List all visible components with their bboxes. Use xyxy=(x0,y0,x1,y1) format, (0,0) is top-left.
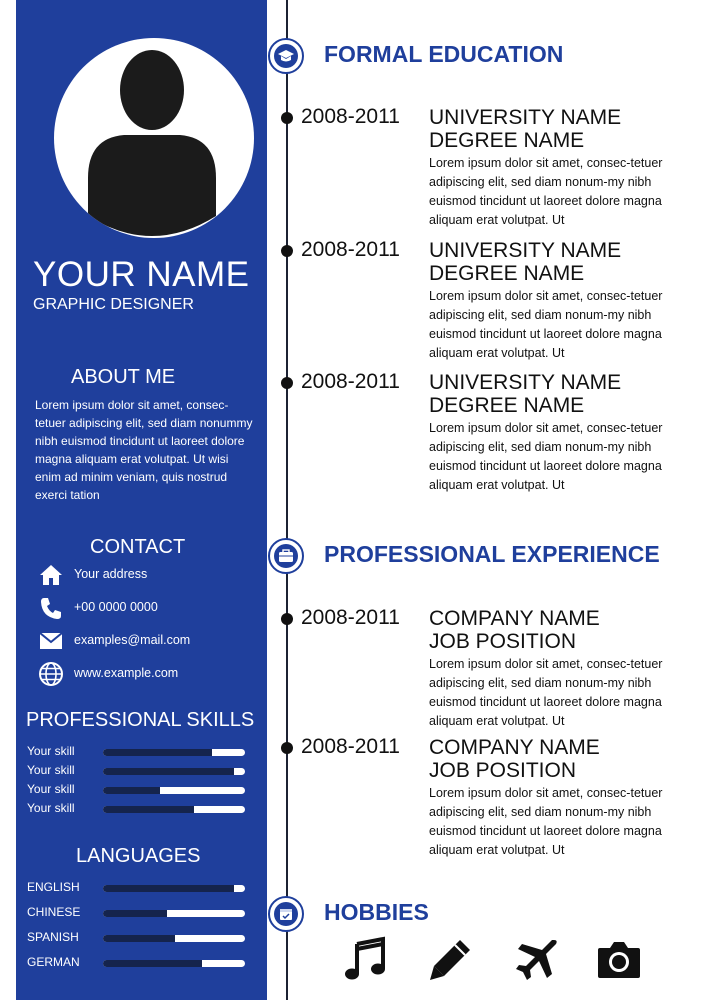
experience-heading: PROFESSIONAL EXPERIENCE xyxy=(324,541,660,567)
experience-position: JOB POSITION xyxy=(429,759,577,782)
education-years: 2008-2011 xyxy=(301,238,400,261)
skill-label: Your skill xyxy=(27,801,75,815)
timeline-dot xyxy=(281,245,293,257)
contact-phone-text: +00 0000 0000 xyxy=(74,600,158,614)
skill-level-fill xyxy=(103,749,212,756)
phone-icon xyxy=(38,595,64,621)
education-school: UNIVERSITY NAME xyxy=(429,239,622,262)
briefcase-icon xyxy=(274,544,298,568)
experience-description: Lorem ipsum dolor sit amet, consec-tetuer adipiscing elit, sed diam nonum-my nibh euismod tincidunt ut laoreet dolore magna aliquam erat volutpat. Ut xyxy=(429,657,663,728)
experience-company: COMPANY NAME xyxy=(429,607,600,630)
education-years: 2008-2011 xyxy=(301,105,400,128)
language-label: SPANISH xyxy=(27,930,79,944)
timeline-line xyxy=(286,0,288,1000)
language-label: CHINESE xyxy=(27,905,81,919)
experience-company: COMPANY NAME xyxy=(429,736,600,759)
skill-level-bar xyxy=(103,806,245,813)
language-level-fill xyxy=(103,885,234,892)
education-degree: DEGREE NAME xyxy=(429,129,585,152)
skill-level-fill xyxy=(103,787,160,794)
experience-section-icon xyxy=(268,538,304,574)
music-icon xyxy=(343,936,389,982)
profile-name: YOUR NAME xyxy=(33,255,250,294)
about-heading: ABOUT ME xyxy=(71,366,176,388)
language-level-fill xyxy=(103,960,202,967)
language-row xyxy=(16,930,267,946)
calendar-icon xyxy=(274,902,298,926)
language-level-fill xyxy=(103,910,167,917)
globe-icon xyxy=(38,661,64,687)
sidebar xyxy=(16,0,267,1000)
contact-heading: CONTACT xyxy=(90,536,186,558)
language-row xyxy=(16,880,267,896)
experience-years: 2008-2011 xyxy=(301,735,400,758)
skill-row xyxy=(16,801,267,817)
skill-row xyxy=(16,763,267,779)
language-label: ENGLISH xyxy=(27,880,80,894)
language-row xyxy=(16,955,267,971)
language-label: GERMAN xyxy=(27,955,80,969)
skill-row xyxy=(16,782,267,798)
mail-icon xyxy=(38,628,64,654)
education-school: UNIVERSITY NAME xyxy=(429,371,622,394)
experience-description: Lorem ipsum dolor sit amet, consec-tetuer adipiscing elit, sed diam nonum-my nibh euismod tincidunt ut laoreet dolore magna aliquam erat volutpat. Ut xyxy=(429,786,663,857)
skill-level-fill xyxy=(103,806,194,813)
pencil-icon xyxy=(428,936,474,982)
hobbies-heading: HOBBIES xyxy=(324,899,429,925)
skill-level-bar xyxy=(103,768,245,775)
education-section-icon xyxy=(268,38,304,74)
skill-label: Your skill xyxy=(27,763,75,777)
home-icon xyxy=(38,562,64,588)
skill-level-bar xyxy=(103,787,245,794)
skill-label: Your skill xyxy=(27,744,75,758)
language-level-bar xyxy=(103,960,245,967)
contact-website-text: www.example.com xyxy=(74,666,179,680)
skill-label: Your skill xyxy=(27,782,75,796)
camera-icon xyxy=(596,936,642,982)
language-level-bar xyxy=(103,885,245,892)
skill-level-bar xyxy=(103,749,245,756)
language-level-fill xyxy=(103,935,175,942)
timeline-dot xyxy=(281,613,293,625)
contact-address-text: Your address xyxy=(74,567,148,581)
experience-years: 2008-2011 xyxy=(301,606,400,629)
graduation-cap-icon xyxy=(274,44,298,68)
hobbies-section-icon xyxy=(268,896,304,932)
experience-position: JOB POSITION xyxy=(429,630,577,653)
person-icon xyxy=(54,38,254,238)
education-degree: DEGREE NAME xyxy=(429,394,585,417)
education-degree: DEGREE NAME xyxy=(429,262,585,285)
skills-heading: PROFESSIONAL SKILLS xyxy=(26,709,255,731)
airplane-icon xyxy=(514,936,560,982)
profile-title: GRAPHIC DESIGNER xyxy=(33,296,194,313)
contact-email-text: examples@mail.com xyxy=(74,633,191,647)
education-heading: FORMAL EDUCATION xyxy=(324,41,564,67)
timeline-dot xyxy=(281,742,293,754)
education-years: 2008-2011 xyxy=(301,370,400,393)
avatar xyxy=(54,38,254,238)
timeline-dot xyxy=(281,377,293,389)
skill-level-fill xyxy=(103,768,234,775)
education-description: Lorem ipsum dolor sit amet, consec-tetuer adipiscing elit, sed diam nonum-my nibh euismod tincidunt ut laoreet dolore magna aliquam erat volutpat. Ut xyxy=(429,156,663,227)
education-school: UNIVERSITY NAME xyxy=(429,106,622,129)
education-description: Lorem ipsum dolor sit amet, consec-tetuer adipiscing elit, sed diam nonum-my nibh euismod tincidunt ut laoreet dolore magna aliquam erat volutpat. Ut xyxy=(429,289,663,360)
language-level-bar xyxy=(103,935,245,942)
language-level-bar xyxy=(103,910,245,917)
timeline-dot xyxy=(281,112,293,124)
language-row xyxy=(16,905,267,921)
about-text: Lorem ipsum dolor sit amet, consec-tetuer adipiscing elit, sed diam nonummy nibh euismod tincidunt ut laoreet dolore magna aliquam erat volutpat. Ut wisi enim ad minim veniam, quis nostrud exerci tation xyxy=(35,398,253,502)
education-description: Lorem ipsum dolor sit amet, consec-tetuer adipiscing elit, sed diam nonum-my nibh euismod tincidunt ut laoreet dolore magna aliquam erat volutpat. Ut xyxy=(429,421,663,492)
skill-row xyxy=(16,744,267,760)
languages-heading: LANGUAGES xyxy=(76,845,201,867)
